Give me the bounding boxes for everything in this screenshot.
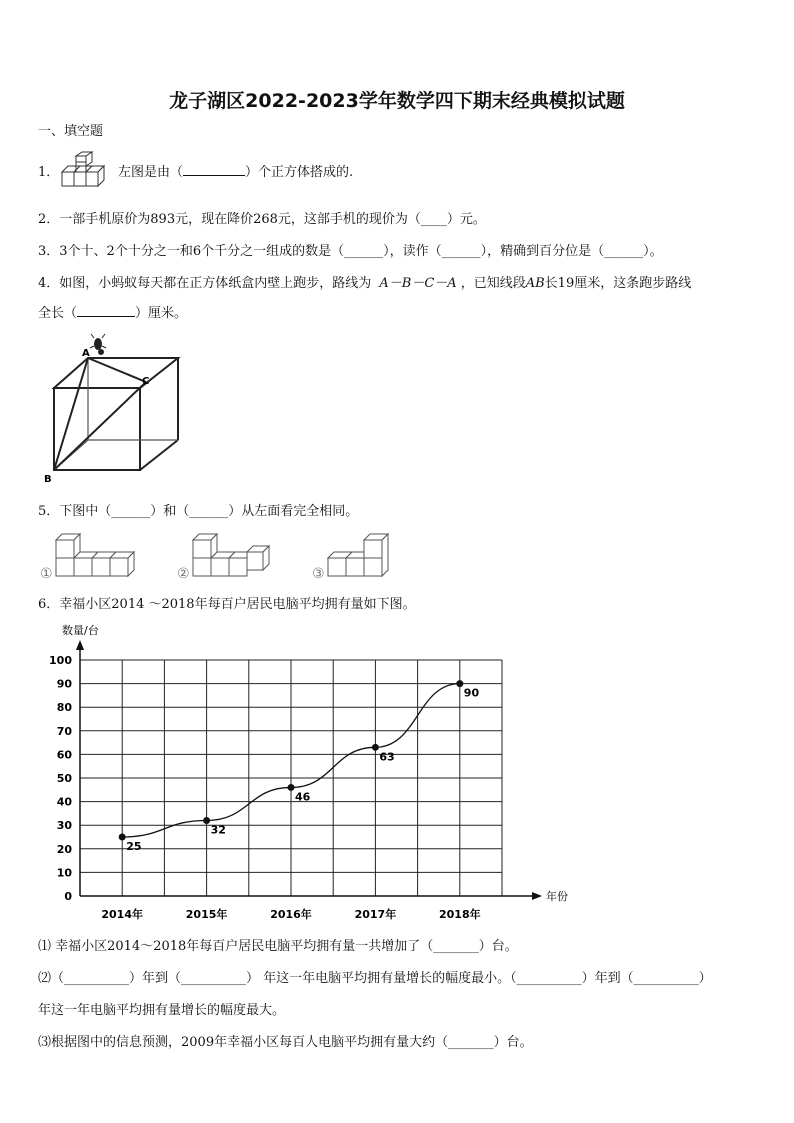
x-tick-label: 2017年 — [354, 908, 397, 921]
question-5: 5．下图中（______）和（______）从左面看完全相同。 — [38, 504, 359, 519]
vertex-label-a: A — [82, 348, 90, 359]
x-axis-arrow — [532, 892, 542, 900]
x-axis-label: 年份 — [546, 890, 568, 903]
data-point — [119, 834, 126, 841]
y-tick-label: 70 — [56, 724, 72, 738]
figure-label-1: ① — [40, 566, 53, 582]
y-tick-label: 80 — [56, 701, 72, 715]
data-point — [203, 817, 210, 824]
cube-diagram — [40, 330, 190, 490]
sub-question-1: ⑴ 幸福小区2014～2018年每百户居民电脑平均拥有量一共增加了（_______）台。 — [38, 939, 518, 954]
sub-question-2-line-2: 年这一年电脑平均拥有量增长的幅度最大。 — [38, 1003, 286, 1018]
data-label: 90 — [463, 686, 480, 700]
figure-label-3: ③ — [312, 566, 325, 582]
cube-figures — [36, 526, 406, 584]
question-1-number: 1． — [38, 165, 60, 180]
data-label: 25 — [126, 840, 142, 853]
sub-question-2-line-1: ⑵（__________）年到（__________） 年这一年电脑平均拥有量增长的幅度最小。（__________）年到（__________） — [38, 971, 712, 986]
segment-name: AB — [525, 276, 545, 291]
question-1 — [38, 161, 59, 180]
y-tick-label: 40 — [56, 795, 72, 809]
x-tick-label: 2014年 — [101, 908, 144, 921]
answer-blank[interactable] — [183, 163, 245, 176]
data-label: 63 — [379, 750, 395, 764]
data-label: 32 — [210, 823, 226, 837]
question-1-text: 左图是由（ ）个正方体搭成的. — [118, 165, 354, 180]
question-4-line-1: 4．如图，小蚂蚁每天都在正方体纸盒内壁上跑步，路线为 A－B－C－A ，已知线段AB长19厘米，这条跑步路线 — [38, 276, 692, 291]
x-tick-label: 2018年 — [438, 908, 481, 921]
data-point — [372, 744, 379, 751]
figure-label-2: ② — [177, 566, 190, 582]
y-tick-label: 0 — [64, 890, 72, 903]
y-tick-label: 50 — [56, 772, 72, 785]
y-tick-label: 20 — [56, 842, 72, 856]
data-point — [456, 680, 463, 687]
cube-stack-icon — [58, 150, 118, 190]
vertex-label-b: B — [44, 474, 52, 485]
data-label: 46 — [295, 790, 311, 804]
y-tick-label: 10 — [56, 866, 72, 880]
y-tick-label: 100 — [49, 654, 72, 667]
data-point — [288, 784, 295, 791]
ant-icon — [90, 334, 106, 355]
vertex-label-c: C — [142, 376, 150, 387]
y-axis-label: 数量/台 — [62, 624, 99, 637]
question-2: 2．一部手机原价为893元，现在降价268元，这部手机的现价为（____）元。 — [38, 212, 486, 227]
question-4-line-2: 全长（ ）厘米。 — [38, 306, 188, 321]
y-tick-label: 90 — [56, 677, 72, 691]
question-3: 3．3个十、2个十分之一和6个千分之一组成的数是（______），读作（______），精确到百分位是（______）。 — [38, 244, 663, 259]
y-tick-label: 60 — [56, 748, 72, 762]
page-title: 龙子湖区2022-2023学年数学四下期末经典模拟试题 — [169, 90, 625, 112]
y-tick-label: 30 — [56, 819, 72, 833]
y-axis-arrow — [76, 640, 84, 650]
route-formula: A－B－C－A — [379, 276, 457, 291]
line-chart — [30, 618, 570, 928]
question-6: 6．幸福小区2014 ～2018年每百户居民电脑平均拥有量如下图。 — [38, 597, 416, 612]
answer-blank[interactable] — [77, 304, 135, 317]
section-heading: 一、填空题 — [38, 124, 104, 139]
x-tick-label: 2015年 — [185, 908, 228, 921]
sub-question-3: ⑶根据图中的信息预测，2009年幸福小区每百人电脑平均拥有量大约（_______）台。 — [38, 1035, 533, 1050]
x-tick-label: 2016年 — [270, 908, 312, 921]
